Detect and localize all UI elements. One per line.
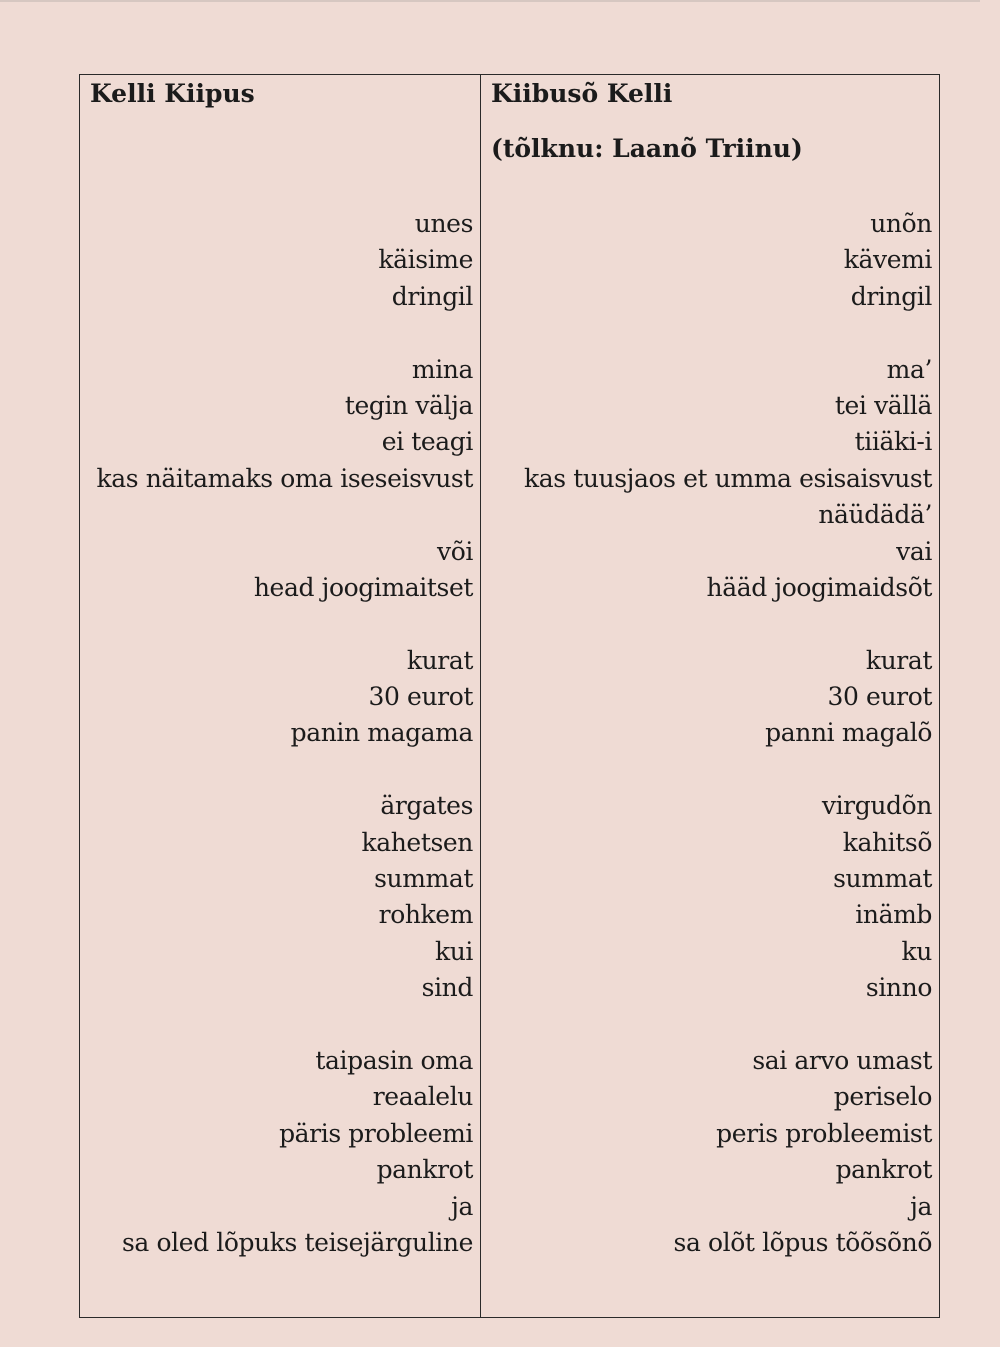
poem-table bbox=[79, 74, 940, 1318]
translation-author-title: Kiibusõ Kelli bbox=[491, 79, 673, 108]
poem-line: sa oled lõpuks teisejärguline bbox=[121, 1227, 473, 1257]
stanza-break bbox=[97, 752, 474, 788]
translation-column bbox=[481, 75, 939, 1317]
stanza-break bbox=[524, 606, 932, 642]
poem-line: kurat bbox=[406, 645, 473, 675]
poem-line: dringil bbox=[850, 281, 932, 311]
poem-line: panni magalõ bbox=[765, 718, 932, 748]
original-poem bbox=[97, 206, 474, 1261]
poem-line: sind bbox=[421, 973, 473, 1003]
poem-line: ja bbox=[451, 1191, 473, 1221]
poem-line: sai arvo umast bbox=[752, 1045, 932, 1075]
original-column bbox=[80, 75, 481, 1317]
poem-line: kas näitamaks oma iseseisvust bbox=[96, 463, 473, 493]
stanza-break bbox=[97, 606, 474, 642]
poem-line: kas tuusjaos et umma esisaisvust bbox=[523, 463, 932, 493]
poem-line: pankrot bbox=[376, 1155, 473, 1185]
poem-line: sa olõt lõpus tõõsõnõ bbox=[673, 1227, 932, 1257]
poem-line: tegin välja bbox=[344, 390, 473, 420]
translated-poem bbox=[524, 206, 932, 1261]
poem-line: tiiäki-i bbox=[854, 427, 932, 457]
poem-line: kävemi bbox=[843, 245, 932, 275]
poem-line: kui bbox=[434, 936, 473, 966]
stanza-break bbox=[524, 315, 932, 351]
poem-line: pankrot bbox=[835, 1155, 932, 1185]
original-author-title: Kelli Kiipus bbox=[90, 79, 255, 108]
poem-line: 30 eurot bbox=[827, 682, 932, 712]
poem-line: käisime bbox=[378, 245, 473, 275]
poem-line: või bbox=[437, 536, 473, 566]
stanza-break bbox=[97, 315, 474, 351]
poem-line: ja bbox=[910, 1191, 932, 1221]
poem-line: rohkem bbox=[378, 900, 473, 930]
poem-line: kahetsen bbox=[361, 827, 473, 857]
poem-line: unes bbox=[414, 209, 473, 238]
poem-line: sinno bbox=[865, 973, 932, 1003]
poem-line: 30 eurot bbox=[368, 682, 473, 712]
poem-line: vai bbox=[896, 536, 932, 566]
stanza-break bbox=[97, 1007, 474, 1043]
poem-line: panin magama bbox=[290, 718, 473, 748]
poem-line: näüdädä’ bbox=[818, 500, 932, 530]
stanza-break bbox=[524, 1007, 932, 1043]
poem-line: taipasin oma bbox=[315, 1045, 473, 1075]
translator-credit: (tõlknu: Laanõ Triinu) bbox=[491, 134, 803, 163]
poem-line: unõn bbox=[870, 209, 932, 238]
stanza-break bbox=[97, 497, 474, 533]
poem-line: kahitsõ bbox=[842, 827, 932, 857]
poem-line: päris probleemi bbox=[279, 1118, 473, 1148]
poem-line: peris probleemist bbox=[716, 1118, 932, 1148]
poem-line: ärgates bbox=[380, 791, 473, 821]
top-rule bbox=[0, 0, 980, 2]
poem-line: kurat bbox=[865, 645, 932, 675]
poem-line: hääd joogimaidsõt bbox=[706, 572, 932, 602]
poem-line: summat bbox=[374, 864, 473, 894]
poem-line: periselo bbox=[833, 1082, 932, 1112]
poem-line: dringil bbox=[391, 281, 473, 311]
poem-line: mina bbox=[411, 354, 473, 384]
poem-line: ei teagi bbox=[381, 427, 473, 457]
poem-line: inämb bbox=[855, 900, 932, 930]
poem-line: virgudõn bbox=[821, 791, 932, 821]
poem-line: ku bbox=[901, 936, 932, 966]
poem-line: reaalelu bbox=[372, 1082, 473, 1112]
poem-line: summat bbox=[833, 864, 932, 894]
poem-line: head joogimaitset bbox=[253, 572, 473, 602]
poem-line: tei vällä bbox=[834, 390, 932, 420]
stanza-break bbox=[524, 752, 932, 788]
poem-line: ma’ bbox=[886, 354, 932, 384]
